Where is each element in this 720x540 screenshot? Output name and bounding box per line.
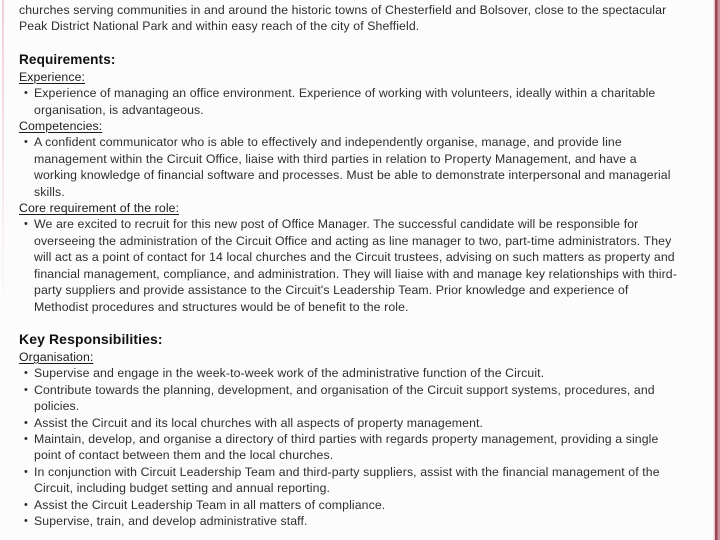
organisation-bullet-text: Contribute towards the planning, development, and organisation of the Circuit support systems, procedures, and policies.: [34, 382, 655, 414]
competencies-subheading: Competencies:: [19, 119, 103, 134]
key-responsibilities-heading: Key Responsibilities:: [19, 330, 163, 347]
bullet-icon: •: [24, 432, 28, 445]
competencies-bullet-text: A confident communicator who is able to effectively and independently organise, manage, and provide line management within the Circuit Office, liaise with third parties in relation to Property Management, and have a working knowledge of financial software and processes. Must be able to demonstrate interpersonal and managerial skills.: [34, 135, 671, 199]
experience-bullet-text: Experience of managing an office environment. Experience of working with volunteers, ideally within a charitable organisation, is advantageous.: [34, 86, 656, 117]
organisation-bullet-text: Supervise, train, and develop administrative staff.: [34, 513, 308, 528]
list-item: [19, 216, 681, 314]
list-item: [19, 415, 681, 431]
requirements-heading: Requirements:: [19, 51, 116, 67]
bullet-icon: •: [24, 465, 28, 478]
organisation-bullet-text: Assist the Circuit Leadership Team in all matters of compliance.: [34, 497, 386, 512]
bullet-icon: •: [24, 367, 28, 380]
bullet-icon: •: [24, 514, 28, 527]
organisation-bullet-text: Supervise and engage in the week-to-week work of the administrative function of the Circuit.: [34, 366, 545, 381]
bullet-icon: •: [24, 383, 28, 396]
bullet-icon: •: [24, 87, 28, 100]
list-item: [19, 431, 681, 464]
intro-paragraph: churches serving communities in and around the historic towns of Chesterfield and Bolsover, close to the spectacular Peak District National Park and within easy reach of the city of Sheffield.: [19, 3, 667, 34]
page-border-right: [712, 0, 720, 540]
list-item: [19, 134, 681, 200]
organisation-bullet-text: In conjunction with Circuit Leadership Team and third-party suppliers, assist with the financial management of the Circuit, including budget setting and annual reporting.: [34, 464, 660, 496]
list-item: [19, 464, 681, 497]
bullet-icon: •: [24, 136, 28, 149]
organisation-bullet-text: Assist the Circuit and its local churches with all aspects of property management.: [34, 415, 484, 430]
experience-subheading: Experience:: [19, 69, 86, 84]
bullet-icon: •: [24, 218, 28, 231]
organisation-bullet-text: Maintain, develop, and organise a directory of third parties with regards property management, providing a single point of contact between them and the local churches.: [34, 431, 659, 463]
document-content: [19, 2, 681, 529]
list-item: [19, 365, 681, 381]
list-item: [19, 382, 681, 415]
core-requirement-subheading: Core requirement of the role:: [19, 201, 180, 216]
list-item: [19, 513, 681, 529]
list-item: [19, 85, 681, 118]
page-border-left: [2, 0, 4, 320]
list-item: [19, 497, 681, 513]
core-requirement-bullet-text: We are excited to recruit for this new post of Office Manager. The successful candidate will be responsible for overseeing the administration of the Circuit Office and acting as line manager to two, part-time administrators. They will act as a point of contact for 14 local churches and the Circuit trustees, advising on such matters as property and financial management, compliance, and administration. They will liaise with and manage key relationships with third-party suppliers and provide assistance to the Circuit's Leadership Team. Prior knowledge and experience of Methodist procedures and structures would be of benefit to the role.: [34, 217, 677, 314]
bullet-icon: •: [24, 498, 28, 511]
bullet-icon: •: [24, 416, 28, 429]
organisation-subheading: Organisation:: [19, 349, 94, 364]
